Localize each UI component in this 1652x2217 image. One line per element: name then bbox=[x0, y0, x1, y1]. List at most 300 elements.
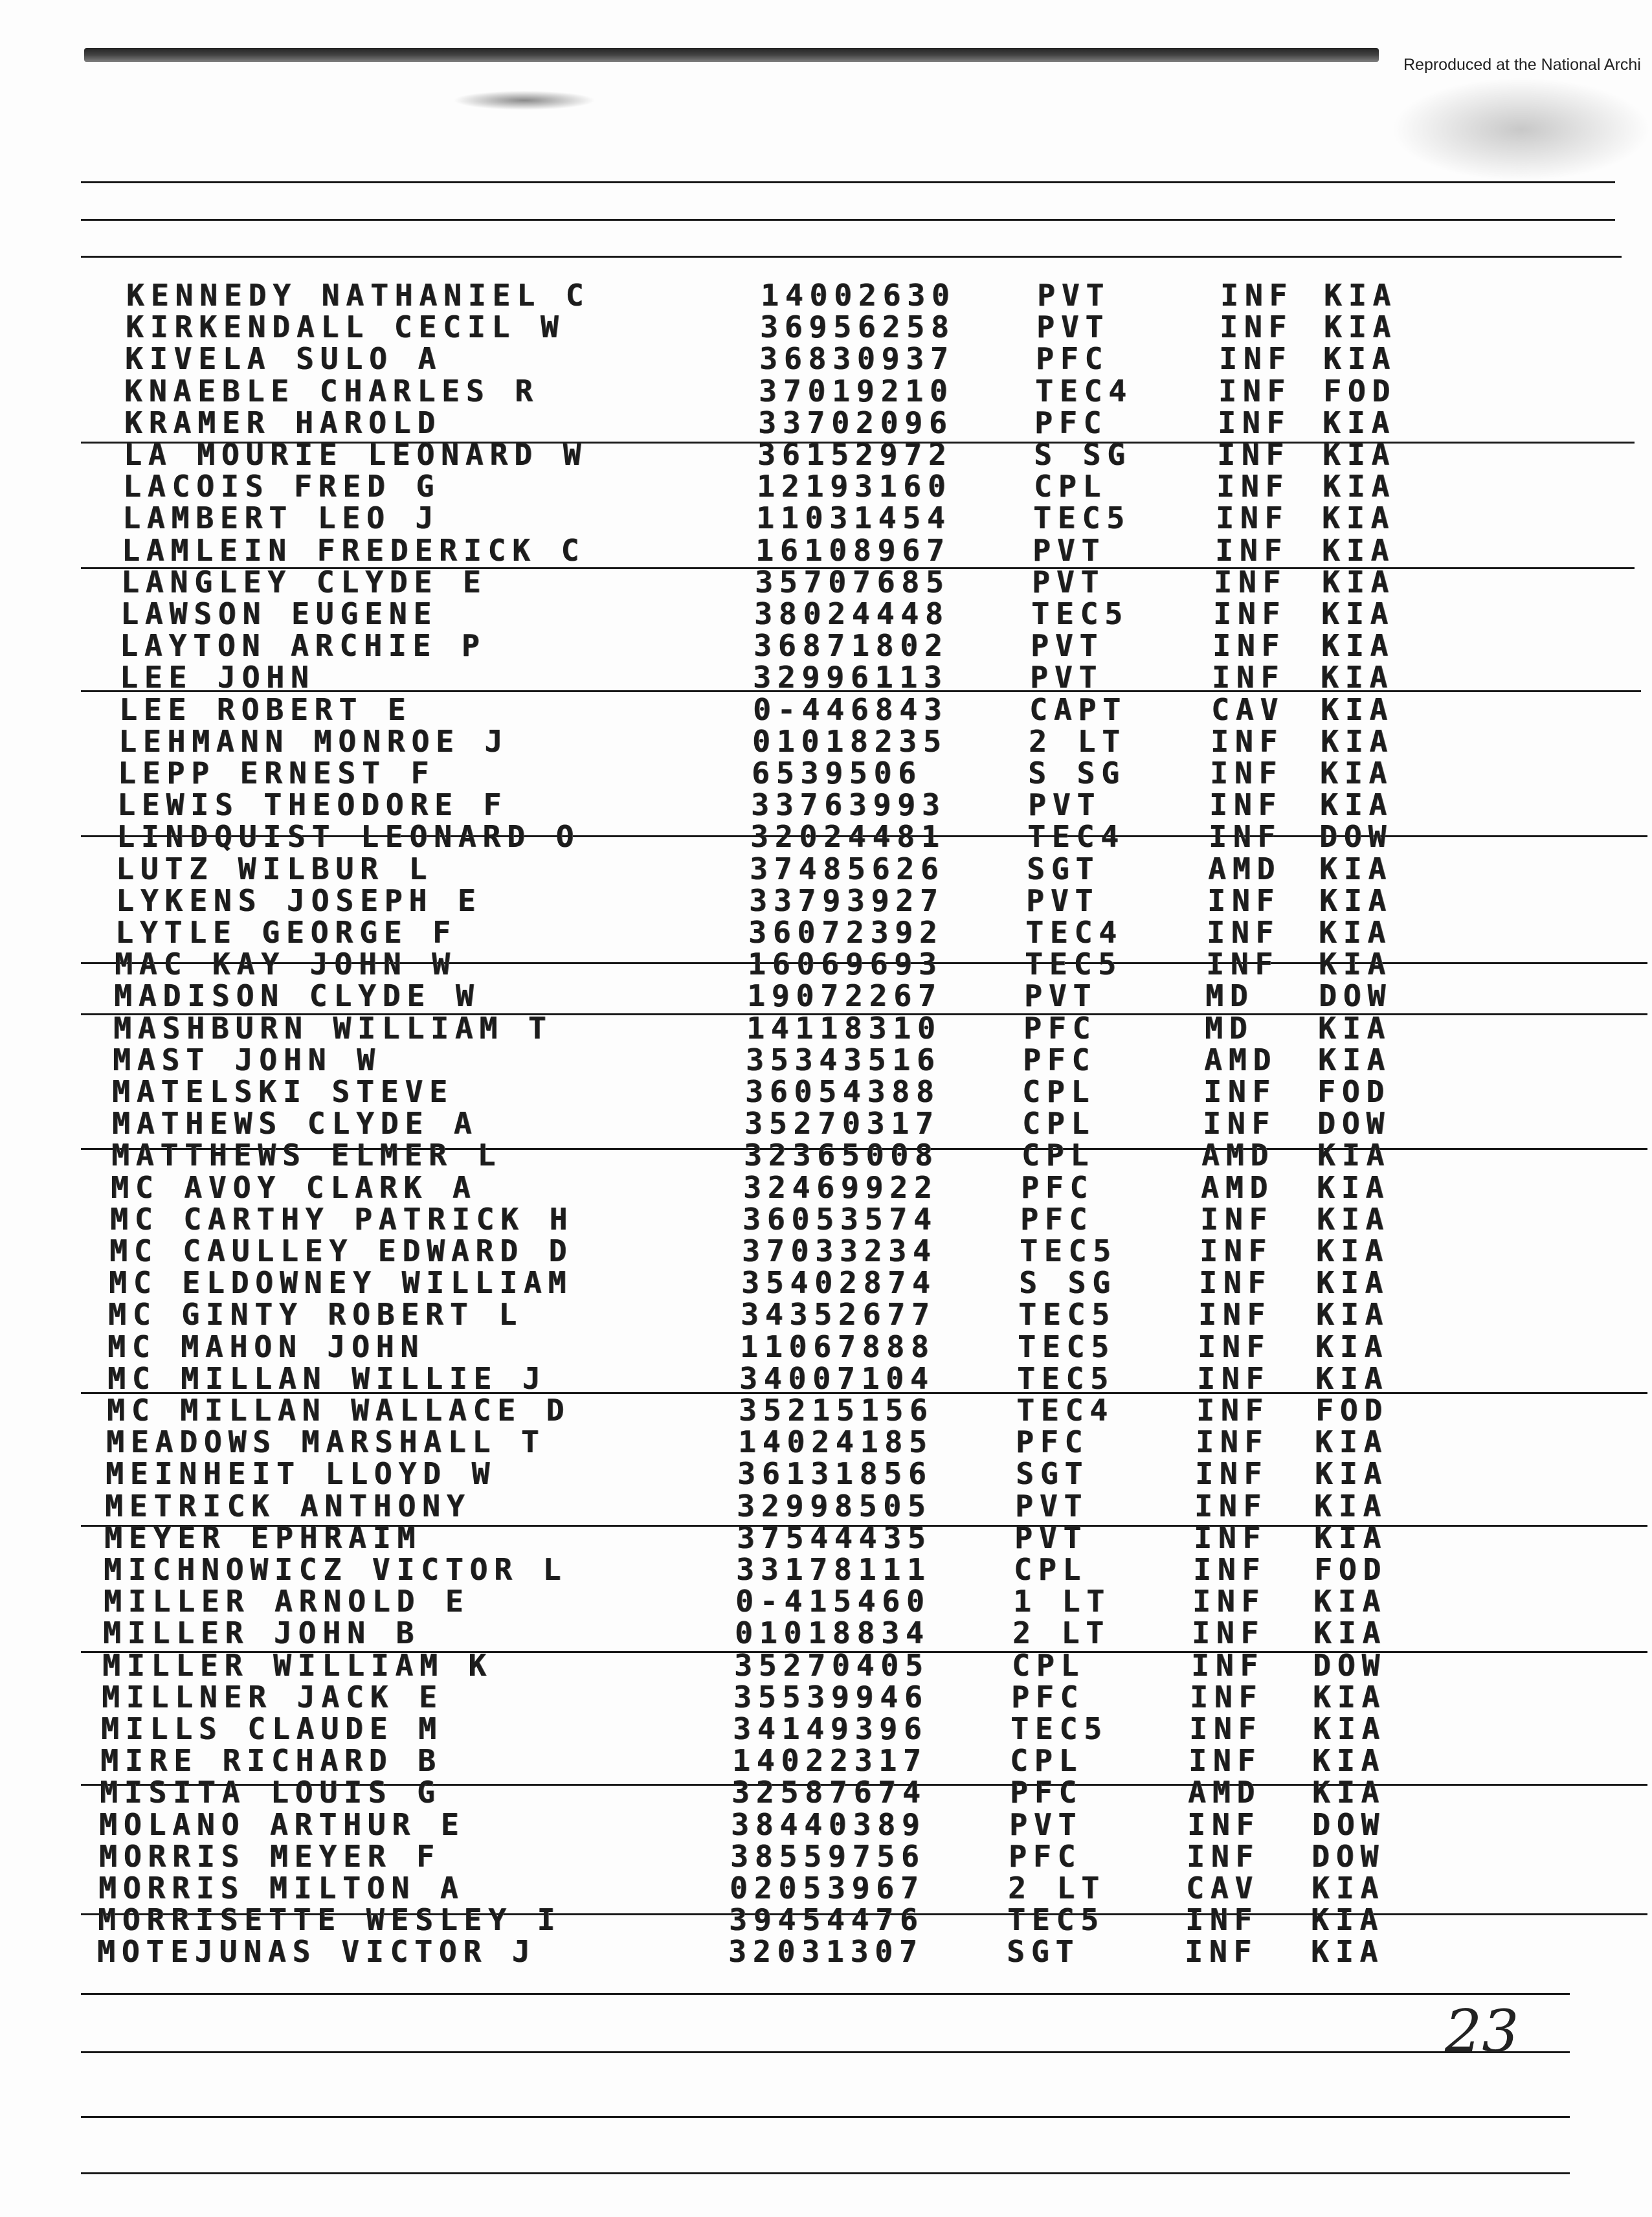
record-branch: INF bbox=[1189, 1713, 1263, 1745]
record-status: KIA bbox=[1322, 534, 1396, 567]
record-branch: INF bbox=[1209, 821, 1282, 853]
record-name: MICHNOWICZ VICTOR L bbox=[104, 1554, 568, 1586]
record-status: KIA bbox=[1317, 1171, 1390, 1204]
record-serial: 34007104 bbox=[739, 1362, 935, 1395]
record-serial: 35270317 bbox=[744, 1108, 940, 1140]
record-branch: INF bbox=[1192, 1586, 1266, 1618]
record-name: MASHBURN WILLIAM T bbox=[113, 1012, 553, 1044]
record-branch: INF bbox=[1216, 471, 1290, 503]
record-rank: PVT bbox=[1032, 534, 1106, 567]
record-status: KIA bbox=[1317, 1203, 1390, 1235]
record-rank: PVT bbox=[1030, 662, 1104, 694]
record-status: KIA bbox=[1321, 598, 1395, 630]
record-name: MATTHEWS ELMER L bbox=[111, 1140, 502, 1172]
record-status: KIA bbox=[1315, 1331, 1389, 1363]
record-rank: TEC4 bbox=[1025, 917, 1123, 949]
record-rank: TEC5 bbox=[1010, 1713, 1108, 1745]
record-rank: PVT bbox=[1036, 311, 1110, 344]
record-row bbox=[0, 1713, 1489, 1745]
record-name: MADISON CLYDE W bbox=[114, 980, 480, 1013]
record-serial: 19072267 bbox=[747, 980, 943, 1013]
record-branch: INF bbox=[1185, 1904, 1259, 1937]
record-branch: INF bbox=[1196, 1395, 1270, 1426]
record-row bbox=[0, 949, 1489, 980]
record-serial: 36871802 bbox=[753, 630, 949, 662]
record-status: KIA bbox=[1318, 1012, 1392, 1044]
record-row bbox=[0, 1267, 1489, 1299]
record-row bbox=[0, 758, 1489, 789]
record-branch: INF bbox=[1203, 1108, 1277, 1140]
record-serial: 35215156 bbox=[739, 1395, 934, 1426]
record-serial: 36152972 bbox=[757, 439, 953, 471]
record-branch: MD bbox=[1205, 980, 1255, 1013]
record-serial: 35707685 bbox=[755, 566, 950, 598]
record-rank: PFC bbox=[1023, 1044, 1097, 1076]
record-rank: S SG bbox=[1034, 439, 1132, 471]
ruled-line bbox=[81, 2116, 1570, 2118]
record-rank: CPL bbox=[1014, 1554, 1088, 1586]
record-serial: 37485626 bbox=[750, 853, 945, 885]
record-branch: AMD bbox=[1204, 1044, 1278, 1076]
record-row bbox=[0, 376, 1489, 407]
record-row bbox=[0, 439, 1489, 471]
record-status: KIA bbox=[1314, 1522, 1388, 1554]
record-branch: INF bbox=[1190, 1681, 1264, 1713]
record-name: METRICK ANTHONY bbox=[105, 1490, 471, 1522]
record-rank: PVT bbox=[1032, 566, 1106, 598]
record-status: KIA bbox=[1315, 1458, 1389, 1491]
record-branch: INF bbox=[1191, 1649, 1265, 1682]
record-row bbox=[0, 1363, 1489, 1395]
record-status: KIA bbox=[1316, 1235, 1390, 1267]
record-row bbox=[0, 598, 1489, 630]
record-name: LEWIS THEODORE F bbox=[117, 789, 508, 822]
record-rank: TEC5 bbox=[1017, 1362, 1115, 1395]
record-status: KIA bbox=[1321, 693, 1394, 726]
record-status: FOD bbox=[1323, 375, 1397, 407]
record-rank: TEC4 bbox=[1035, 375, 1133, 407]
record-rank: CPL bbox=[1012, 1649, 1086, 1682]
record-name: MEYER EPHRAIM bbox=[104, 1522, 422, 1554]
record-name: LEPP ERNEST F bbox=[118, 758, 436, 789]
record-serial: 36131856 bbox=[737, 1458, 933, 1491]
record-rank: TEC5 bbox=[1020, 1235, 1117, 1267]
record-branch: INF bbox=[1195, 1458, 1269, 1491]
record-serial: 01018235 bbox=[752, 725, 948, 758]
record-name: MC GINTY ROBERT L bbox=[108, 1299, 523, 1331]
record-name: MILLER ARNOLD E bbox=[104, 1586, 470, 1618]
record-status: DOW bbox=[1319, 821, 1393, 853]
record-status: KIA bbox=[1324, 280, 1398, 311]
record-name: LINDQUIST LEONARD O bbox=[117, 821, 581, 853]
ruled-line bbox=[81, 2051, 1570, 2053]
record-name: LAMLEIN FREDERICK C bbox=[122, 534, 586, 567]
record-row bbox=[0, 1873, 1489, 1904]
record-row bbox=[0, 885, 1489, 917]
record-name: LEE JOHN bbox=[120, 662, 315, 694]
record-status: KIA bbox=[1311, 1936, 1385, 1968]
record-status: KIA bbox=[1311, 1904, 1385, 1937]
record-row bbox=[0, 1013, 1489, 1044]
record-status: KIA bbox=[1323, 343, 1397, 376]
record-branch: INF bbox=[1207, 917, 1280, 949]
record-branch: INF bbox=[1220, 311, 1293, 344]
record-rank: CPL bbox=[1022, 1108, 1096, 1140]
record-name: LUTZ WILBUR L bbox=[116, 853, 434, 885]
record-name: KIVELA SULO A bbox=[125, 343, 443, 376]
record-rank: TEC5 bbox=[1025, 949, 1122, 981]
record-serial: 01018834 bbox=[735, 1617, 930, 1650]
record-serial: 34149396 bbox=[733, 1713, 928, 1745]
record-status: KIA bbox=[1316, 1267, 1390, 1300]
record-name: LYKENS JOSEPH E bbox=[116, 884, 482, 917]
record-status: KIA bbox=[1321, 725, 1394, 758]
record-name: MC CAULLEY EDWARD D bbox=[109, 1235, 574, 1267]
record-branch: INF bbox=[1185, 1936, 1258, 1968]
record-status: KIA bbox=[1320, 789, 1394, 822]
record-status: KIA bbox=[1322, 566, 1396, 598]
ruled-line bbox=[81, 256, 1622, 258]
record-rank: SGT bbox=[1027, 853, 1100, 885]
record-serial: 33178111 bbox=[736, 1554, 932, 1586]
record-name: KRAMER HAROLD bbox=[124, 407, 442, 439]
record-row bbox=[0, 1936, 1489, 1968]
record-row bbox=[0, 726, 1489, 758]
record-branch: INF bbox=[1216, 502, 1289, 535]
record-name: MISITA LOUIS G bbox=[100, 1777, 441, 1809]
record-status: KIA bbox=[1319, 949, 1392, 981]
record-serial: 36053574 bbox=[742, 1203, 938, 1235]
record-rank: PFC bbox=[1034, 407, 1108, 439]
record-row bbox=[0, 1650, 1489, 1682]
record-name: MILLNER JACK E bbox=[102, 1681, 443, 1713]
record-serial: 32587674 bbox=[731, 1777, 927, 1809]
record-row bbox=[0, 1172, 1489, 1204]
record-rank: PFC bbox=[1023, 1012, 1097, 1044]
record-status: KIA bbox=[1316, 1299, 1390, 1331]
record-serial: 14022317 bbox=[732, 1745, 928, 1777]
record-branch: INF bbox=[1212, 662, 1286, 694]
record-row bbox=[0, 280, 1489, 311]
record-row bbox=[0, 1841, 1489, 1873]
record-row bbox=[0, 980, 1489, 1012]
record-branch: INF bbox=[1212, 630, 1286, 662]
record-status: KIA bbox=[1319, 884, 1393, 917]
record-rank: TEC4 bbox=[1027, 821, 1125, 853]
record-serial: 36830937 bbox=[759, 343, 955, 376]
record-branch: INF bbox=[1200, 1203, 1274, 1235]
record-row bbox=[0, 1426, 1489, 1458]
record-rank: PVT bbox=[1014, 1522, 1088, 1554]
record-row bbox=[0, 1235, 1489, 1267]
record-rank: TEC5 bbox=[1007, 1904, 1105, 1937]
record-rank: PFC bbox=[1021, 1171, 1095, 1204]
record-row bbox=[0, 1522, 1489, 1554]
record-serial: 35343516 bbox=[746, 1044, 941, 1076]
record-status: KIA bbox=[1315, 1362, 1389, 1395]
record-row bbox=[0, 502, 1489, 534]
record-name: MILLER WILLIAM K bbox=[102, 1649, 493, 1682]
record-status: KIA bbox=[1323, 407, 1396, 439]
record-name: MC MILLAN WILLIE J bbox=[107, 1362, 547, 1395]
record-branch: INF bbox=[1207, 884, 1281, 917]
ruled-line bbox=[81, 219, 1615, 221]
record-rank: S SG bbox=[1019, 1267, 1117, 1300]
record-status: KIA bbox=[1320, 758, 1394, 789]
record-row bbox=[0, 1140, 1489, 1171]
record-serial: 35539946 bbox=[733, 1681, 929, 1713]
record-row bbox=[0, 630, 1489, 662]
record-branch: INF bbox=[1218, 375, 1292, 407]
record-branch: INF bbox=[1206, 949, 1280, 981]
record-name: MOLANO ARTHUR E bbox=[99, 1808, 465, 1841]
record-status: KIA bbox=[1314, 1490, 1388, 1522]
record-serial: 32998505 bbox=[737, 1490, 932, 1522]
record-serial: 14118310 bbox=[746, 1012, 942, 1044]
record-rank: CPL bbox=[1010, 1745, 1084, 1777]
record-name: MILLER JOHN B bbox=[103, 1617, 421, 1650]
record-status: KIA bbox=[1312, 1873, 1385, 1904]
record-branch: INF bbox=[1194, 1490, 1268, 1522]
record-rank: TEC5 bbox=[1018, 1331, 1115, 1363]
record-rank: PFC bbox=[1016, 1426, 1089, 1459]
record-status: KIA bbox=[1322, 502, 1396, 535]
record-rank: 1 LT bbox=[1013, 1586, 1111, 1618]
record-serial: 32365008 bbox=[744, 1140, 939, 1172]
record-name: KIRKENDALL CECIL W bbox=[126, 311, 565, 344]
record-branch: INF bbox=[1218, 407, 1291, 439]
record-rank: PVT bbox=[1028, 789, 1102, 822]
record-rank: 2 LT bbox=[1012, 1617, 1110, 1650]
record-name: MILLS CLAUDE M bbox=[101, 1713, 443, 1745]
record-row bbox=[0, 1617, 1489, 1649]
record-branch: AMD bbox=[1201, 1171, 1275, 1204]
record-serial: 37019210 bbox=[759, 375, 954, 407]
record-serial: 36956258 bbox=[760, 311, 955, 344]
record-row bbox=[0, 1204, 1489, 1235]
record-status: FOD bbox=[1317, 1076, 1391, 1108]
record-status: KIA bbox=[1321, 630, 1395, 662]
record-name: LYTLE GEORGE F bbox=[115, 917, 457, 949]
record-name: MC MILLAN WALLACE D bbox=[107, 1395, 571, 1426]
record-serial: 11031454 bbox=[756, 502, 952, 535]
record-rank: TEC4 bbox=[1016, 1395, 1114, 1426]
record-status: DOW bbox=[1319, 980, 1392, 1013]
record-name: LEE ROBERT E bbox=[119, 693, 412, 726]
record-branch: INF bbox=[1220, 280, 1294, 311]
record-rank: PVT bbox=[1031, 630, 1104, 662]
ruled-line bbox=[81, 181, 1615, 183]
ruled-line bbox=[81, 1993, 1570, 1995]
record-rank: CPL bbox=[1034, 471, 1108, 503]
record-branch: INF bbox=[1187, 1808, 1261, 1841]
record-row bbox=[0, 1044, 1489, 1076]
record-branch: INF bbox=[1198, 1331, 1271, 1363]
record-rank: CPL bbox=[1021, 1140, 1095, 1172]
record-branch: INF bbox=[1193, 1554, 1267, 1586]
record-rank: PFC bbox=[1011, 1681, 1085, 1713]
record-serial: 37033234 bbox=[742, 1235, 937, 1267]
record-row bbox=[0, 471, 1489, 502]
record-row bbox=[0, 1299, 1489, 1331]
record-status: KIA bbox=[1313, 1586, 1387, 1618]
record-name: MC AVOY CLARK A bbox=[111, 1171, 477, 1204]
record-status: KIA bbox=[1315, 1426, 1389, 1459]
record-status: KIA bbox=[1313, 1681, 1387, 1713]
record-serial: 39454476 bbox=[729, 1904, 924, 1937]
record-serial: 33763993 bbox=[751, 789, 946, 822]
record-rank: PVT bbox=[1009, 1808, 1083, 1841]
record-serial: 14024185 bbox=[738, 1426, 933, 1459]
record-row bbox=[0, 1904, 1489, 1936]
record-name: MIRE RICHARD B bbox=[100, 1745, 442, 1777]
record-rank: PVT bbox=[1024, 980, 1098, 1013]
record-serial: 6539506 bbox=[752, 758, 922, 789]
record-name: MATELSKI STEVE bbox=[112, 1076, 454, 1108]
record-branch: INF bbox=[1199, 1267, 1273, 1300]
record-status: KIA bbox=[1324, 311, 1398, 344]
record-name: LAYTON ARCHIE P bbox=[120, 630, 486, 662]
scan-smudge bbox=[1392, 78, 1651, 181]
record-rank: PFC bbox=[1036, 343, 1110, 376]
record-rank: PVT bbox=[1026, 884, 1100, 917]
record-rank: 2 LT bbox=[1029, 725, 1126, 758]
record-name: KNAEBLE CHARLES R bbox=[124, 375, 539, 407]
record-row bbox=[0, 1108, 1489, 1140]
record-name: MC MAHON JOHN bbox=[107, 1331, 425, 1363]
record-name: KENNEDY NATHANIEL C bbox=[126, 280, 590, 311]
record-status: KIA bbox=[1319, 917, 1392, 949]
record-branch: INF bbox=[1197, 1362, 1271, 1395]
record-rank: TEC5 bbox=[1033, 502, 1131, 535]
record-rank: 2 LT bbox=[1008, 1873, 1106, 1904]
scan-smudge bbox=[453, 91, 596, 110]
record-branch: CAV bbox=[1211, 693, 1285, 726]
record-row bbox=[0, 1491, 1489, 1522]
record-rank: TEC5 bbox=[1018, 1299, 1116, 1331]
record-row bbox=[0, 311, 1489, 343]
record-row bbox=[0, 1458, 1489, 1490]
record-status: DOW bbox=[1313, 1649, 1387, 1682]
record-status: KIA bbox=[1323, 439, 1396, 471]
record-status: KIA bbox=[1321, 662, 1394, 694]
record-branch: INF bbox=[1213, 598, 1287, 630]
record-branch: INF bbox=[1187, 1840, 1260, 1873]
record-name: LAWSON EUGENE bbox=[120, 598, 438, 630]
record-branch: AMD bbox=[1201, 1140, 1275, 1172]
record-branch: MD bbox=[1205, 1012, 1254, 1044]
record-rank: SGT bbox=[1007, 1936, 1080, 1968]
record-serial: 32469922 bbox=[743, 1171, 939, 1204]
record-status: KIA bbox=[1313, 1617, 1387, 1650]
record-serial: 32024481 bbox=[750, 821, 946, 853]
record-name: LEHMANN MONROE J bbox=[118, 725, 509, 758]
record-rank: PVT bbox=[1015, 1490, 1089, 1522]
record-serial: 37544435 bbox=[737, 1522, 932, 1554]
record-branch: INF bbox=[1198, 1299, 1272, 1331]
record-branch: INF bbox=[1192, 1617, 1266, 1650]
record-branch: AMD bbox=[1188, 1777, 1262, 1809]
record-branch: INF bbox=[1215, 534, 1289, 567]
record-name: MATHEWS CLYDE A bbox=[112, 1108, 478, 1140]
record-rank: SGT bbox=[1016, 1458, 1089, 1491]
record-status: KIA bbox=[1312, 1745, 1386, 1777]
record-status: FOD bbox=[1315, 1395, 1389, 1426]
record-status: KIA bbox=[1313, 1713, 1387, 1745]
record-serial: 16069693 bbox=[748, 949, 943, 981]
record-row bbox=[0, 535, 1489, 567]
record-serial: 12193160 bbox=[757, 471, 952, 503]
record-branch: INF bbox=[1214, 566, 1288, 598]
record-serial: 35402874 bbox=[741, 1267, 937, 1300]
record-name: LA MOURIE LEONARD W bbox=[124, 439, 588, 471]
record-name: LACOIS FRED G bbox=[123, 471, 441, 503]
record-serial: 14002630 bbox=[761, 280, 956, 311]
record-branch: INF bbox=[1217, 439, 1291, 471]
record-branch: INF bbox=[1209, 789, 1283, 822]
record-name: MOTEJUNAS VICTOR J bbox=[97, 1936, 537, 1968]
record-status: KIA bbox=[1318, 1044, 1392, 1076]
record-serial: 32996113 bbox=[753, 662, 948, 694]
record-name: MORRIS MILTON A bbox=[98, 1873, 465, 1904]
record-serial: 38559756 bbox=[730, 1840, 926, 1873]
record-name: MEADOWS MARSHALL T bbox=[106, 1426, 546, 1459]
record-name: LANGLEY CLYDE E bbox=[121, 566, 487, 598]
record-row bbox=[0, 853, 1489, 885]
record-serial: 33702096 bbox=[758, 407, 954, 439]
record-row bbox=[0, 567, 1489, 598]
record-serial: 38440389 bbox=[731, 1808, 926, 1841]
record-serial: 02053967 bbox=[730, 1873, 925, 1904]
record-rank: PVT bbox=[1037, 280, 1111, 311]
record-branch: AMD bbox=[1208, 853, 1282, 885]
record-row bbox=[0, 1586, 1489, 1617]
scanner-edge-shadow bbox=[84, 48, 1379, 62]
record-rank: PFC bbox=[1009, 1840, 1082, 1873]
record-row bbox=[0, 407, 1489, 439]
record-branch: INF bbox=[1210, 758, 1284, 789]
record-row bbox=[0, 1331, 1489, 1363]
record-status: DOW bbox=[1312, 1840, 1385, 1873]
record-branch: CAV bbox=[1186, 1873, 1260, 1904]
record-status: KIA bbox=[1323, 471, 1396, 503]
record-name: LAMBERT LEO J bbox=[122, 502, 440, 535]
record-rank: PFC bbox=[1020, 1203, 1094, 1235]
ruled-line bbox=[81, 2172, 1570, 2174]
record-serial: 35270405 bbox=[734, 1649, 930, 1682]
record-serial: 16108967 bbox=[755, 534, 951, 567]
record-row bbox=[0, 662, 1489, 693]
record-serial: 11067888 bbox=[740, 1331, 935, 1363]
record-status: KIA bbox=[1312, 1777, 1386, 1809]
record-rank: CAPT bbox=[1029, 693, 1127, 726]
record-row bbox=[0, 343, 1489, 375]
record-serial: 34352677 bbox=[741, 1299, 936, 1331]
record-name: MEINHEIT LLOYD W bbox=[106, 1458, 497, 1491]
record-serial: 36072392 bbox=[748, 917, 944, 949]
record-row bbox=[0, 1395, 1489, 1426]
record-row bbox=[0, 694, 1489, 726]
record-rank: PFC bbox=[1010, 1777, 1084, 1809]
record-serial: 32031307 bbox=[728, 1936, 924, 1968]
record-status: KIA bbox=[1317, 1140, 1391, 1172]
record-row bbox=[0, 789, 1489, 821]
record-branch: INF bbox=[1219, 343, 1293, 376]
record-serial: 0-415460 bbox=[735, 1586, 931, 1618]
record-name: MC ELDOWNEY WILLIAM bbox=[109, 1267, 573, 1300]
record-row bbox=[0, 1809, 1489, 1841]
record-rank: S SG bbox=[1028, 758, 1126, 789]
